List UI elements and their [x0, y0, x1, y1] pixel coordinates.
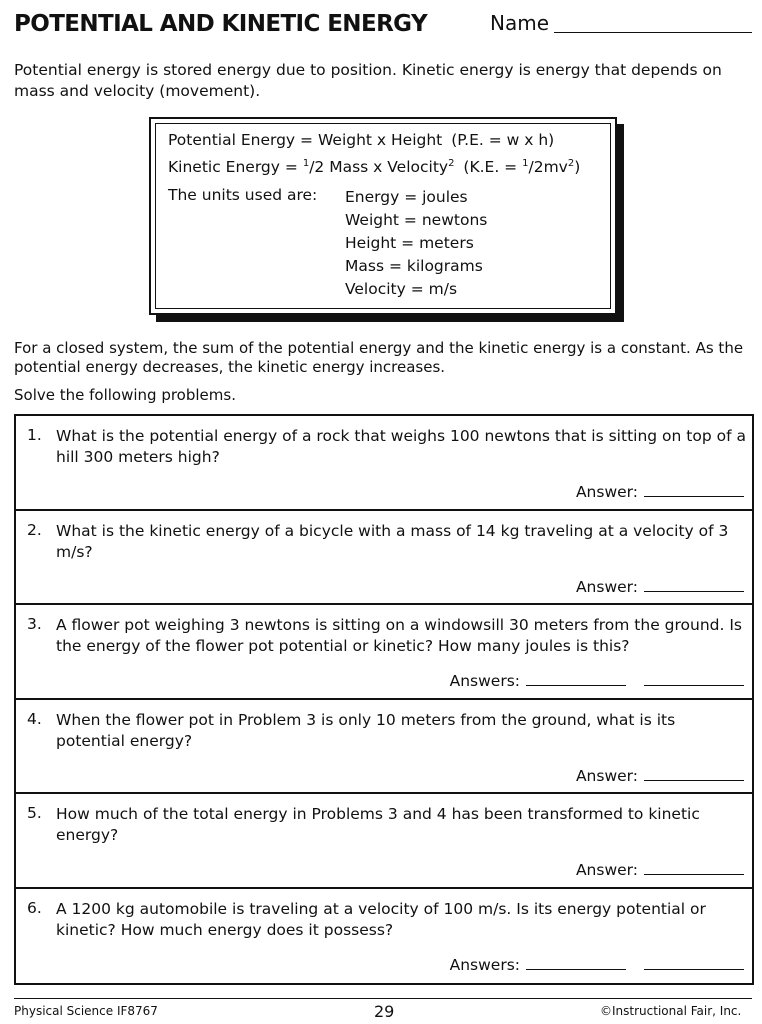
problem-text: What is the potential energy of a rock that weighs 100 newtons that is sitting on top of a hill 300 meters high? [56, 427, 746, 466]
formula-box-inner [155, 123, 611, 309]
intro-paragraph: Potential energy is stored energy due to position. Kinetic energy is energy that depends on mass and velocity (movement). [14, 61, 722, 100]
units-list [345, 186, 487, 301]
pe-label: Potential Energy [168, 131, 296, 149]
ke-short-denominator: /2 [528, 158, 544, 177]
answer-label: Answers: [449, 672, 520, 690]
problem-text: When the flower pot in Problem 3 is only 10 meters from the ground, what is its potential energy? [56, 710, 676, 750]
pe-short-form: (P.E. = w x h) [451, 131, 555, 149]
footer-copyright: ©Instructional Fair, Inc. [600, 1004, 742, 1018]
unit-height: Height = meters [345, 234, 474, 252]
footer-page-number: 29 [374, 1002, 395, 1021]
units-label: The units used are: [168, 186, 318, 204]
closed-system-paragraph: For a closed system, the sum of the potential energy and the kinetic energy is a constant. As the potential energy decreases, the kinetic energy increases. [14, 339, 744, 376]
problem-text: What is the kinetic energy of a bicycle with a mass of 14 kg traveling at a velocity of 3 m/s? [56, 521, 729, 561]
unit-velocity: Velocity = m/s [345, 280, 458, 298]
name-label: Name [490, 11, 550, 35]
answer-blank-1[interactable] [526, 685, 626, 686]
answer-blank[interactable] [644, 591, 744, 592]
ke-expression: Mass x Velocity [329, 158, 449, 177]
answer-blank[interactable] [644, 496, 744, 497]
answer-blank[interactable] [644, 780, 744, 781]
problem-5 [16, 794, 752, 889]
name-input-line[interactable] [554, 32, 752, 33]
ke-label: Kinetic Energy [168, 158, 280, 177]
answer-label: Answer: [575, 577, 638, 596]
problem-text: A 1200 kg automobile is traveling at a velocity of 100 m/s. Is its energy potential or kinetic? How much energy does it possess? [56, 899, 706, 939]
problem-text: A flower pot weighing 3 newtons is sitting on a windowsill 30 meters from the ground. Is the energy of the flower pot potential or kinetic? How many joules is this? [56, 616, 743, 655]
answer-row [576, 767, 744, 785]
problem-2 [16, 511, 752, 606]
ke-short-exponent: 2 [567, 158, 575, 169]
problem-6 [16, 889, 752, 984]
ke-short-mv: mv [543, 158, 568, 177]
ke-half-denominator: /2 [309, 158, 325, 177]
ke-short-numerator: 1 [522, 158, 529, 169]
answer-blank-2[interactable] [644, 685, 744, 686]
answer-row [450, 956, 744, 974]
answer-row [576, 578, 744, 596]
problem-number: 3. [27, 615, 42, 633]
problem-number: 2. [27, 520, 42, 539]
answer-row [576, 483, 744, 501]
problem-number: 6. [27, 898, 42, 917]
formula-box [149, 117, 617, 315]
problem-4 [16, 700, 752, 795]
answer-label: Answers: [449, 955, 520, 974]
problem-3 [16, 605, 752, 700]
answer-label: Answer: [575, 483, 638, 501]
answer-blank-2[interactable] [644, 969, 744, 970]
solve-prompt: Solve the following problems. [14, 386, 236, 404]
ke-exponent: 2 [448, 158, 455, 169]
unit-weight: Weight = newtons [345, 211, 488, 229]
footer-book-code: Physical Science IF8767 [14, 1004, 158, 1018]
answer-label: Answer: [575, 766, 638, 785]
pe-equals: = [300, 131, 314, 149]
unit-energy: Energy = joules [345, 188, 468, 206]
footer-rule [14, 998, 752, 999]
problem-1 [16, 416, 752, 511]
problem-number: 1. [27, 426, 42, 444]
answer-blank-1[interactable] [526, 969, 626, 970]
potential-energy-formula [168, 131, 554, 149]
ke-short-close: ) [574, 158, 581, 177]
pe-expression: Weight x Height [317, 131, 443, 149]
answer-blank[interactable] [644, 874, 744, 875]
answer-label: Answer: [575, 861, 638, 879]
page-title: POTENTIAL AND KINETIC ENERGY [14, 11, 428, 37]
kinetic-energy-formula [168, 158, 580, 176]
problem-number: 4. [27, 709, 42, 728]
answer-row [450, 672, 744, 690]
problems-table [14, 414, 754, 985]
problem-text: How much of the total energy in Problems 3 and 4 has been transformed to kinetic energy? [56, 805, 700, 844]
unit-mass: Mass = kilograms [345, 257, 483, 275]
ke-equals: = [284, 158, 298, 177]
problem-number: 5. [27, 804, 42, 822]
ke-short-open: (K.E. = [463, 158, 518, 177]
ke-half-numerator: 1 [302, 158, 310, 169]
answer-row [576, 861, 744, 879]
